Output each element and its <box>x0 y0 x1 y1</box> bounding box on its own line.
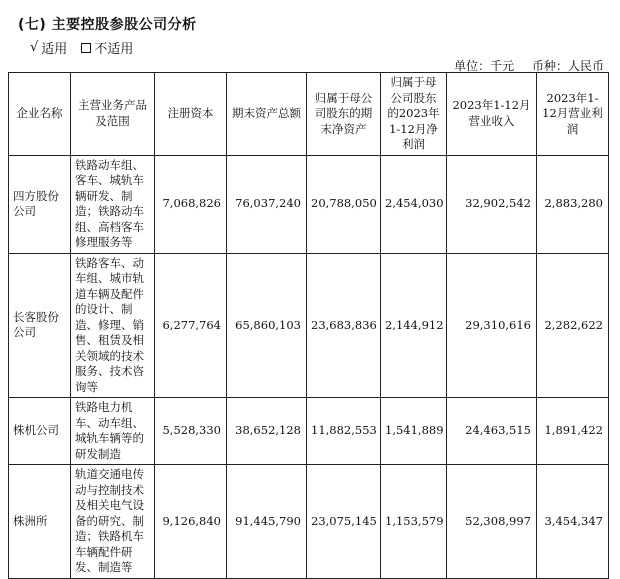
cell-net-assets: 23,683,836 <box>307 253 381 398</box>
cell-net-profit: 2,454,030 <box>381 155 447 253</box>
cell-net-assets: 20,788,050 <box>307 155 381 253</box>
cell-business-scope: 铁路客车、动车组、城市轨道车辆及配件的设计、制造、修理、销售、租赁及相关领域的技术服务、技术咨询等 <box>71 253 155 398</box>
cell-revenue: 52,308,997 <box>447 465 537 579</box>
cell-total-assets: 65,860,103 <box>227 253 307 398</box>
cell-company-name: 株洲所 <box>9 465 71 579</box>
cell-revenue: 24,463,515 <box>447 398 537 465</box>
cell-net-assets: 11,882,553 <box>307 398 381 465</box>
table-row <box>9 155 609 253</box>
currency-text: 币种：人民币 <box>531 59 604 73</box>
cell-business-scope: 铁路动车组、客车、城轨车辆研发、制造；铁路动车组、高档客车修理服务等 <box>71 155 155 253</box>
table-row <box>9 253 609 398</box>
checkbox-empty-icon <box>81 43 91 53</box>
header-net-assets: 归属于母公司股东的期末净资产 <box>307 73 381 156</box>
cell-company-name: 株机公司 <box>9 398 71 465</box>
cell-net-profit: 2,144,912 <box>381 253 447 398</box>
applicability-options <box>30 38 147 57</box>
cell-company-name: 四方股份公司 <box>9 155 71 253</box>
cell-business-scope: 轨道交通电传动与控制技术及相关电气设备的研究、制造；铁路机车车辆配件研发、制造等 <box>71 465 155 579</box>
cell-operating-profit: 2,883,280 <box>537 155 609 253</box>
section-title: (七) 主要控股参股公司分析 <box>18 17 197 33</box>
cell-total-assets: 91,445,790 <box>227 465 307 579</box>
header-company-name: 企业名称 <box>9 73 71 156</box>
header-registered-capital: 注册资本 <box>155 73 227 156</box>
header-operating-profit: 2023年1-12月营业利润 <box>537 73 609 156</box>
cell-net-profit: 1,153,579 <box>381 465 447 579</box>
cell-total-assets: 76,037,240 <box>227 155 307 253</box>
cell-registered-capital: 5,528,330 <box>155 398 227 465</box>
header-business-scope: 主营业务产品及范围 <box>71 73 155 156</box>
cell-net-assets: 23,075,145 <box>307 465 381 579</box>
applicable-label: 适用 <box>41 42 68 57</box>
cell-operating-profit: 2,282,622 <box>537 253 609 398</box>
header-total-assets: 期末资产总额 <box>227 73 307 156</box>
subsidiaries-table <box>8 72 609 579</box>
not-applicable-label: 不适用 <box>94 42 134 57</box>
table-row <box>9 465 609 579</box>
option-applicable <box>30 38 67 57</box>
cell-operating-profit: 3,454,347 <box>537 465 609 579</box>
unit-text: 单位：千元 <box>454 59 515 73</box>
cell-revenue: 29,310,616 <box>447 253 537 398</box>
table-row <box>9 398 609 465</box>
cell-total-assets: 38,652,128 <box>227 398 307 465</box>
cell-operating-profit: 1,891,422 <box>537 398 609 465</box>
check-mark-icon: √ <box>30 40 39 55</box>
cell-company-name: 长客股份公司 <box>9 253 71 398</box>
cell-business-scope: 铁路电力机车、动车组、城轨车辆等的研发制造 <box>71 398 155 465</box>
cell-registered-capital: 6,277,764 <box>155 253 227 398</box>
table-header-row <box>9 73 609 156</box>
header-revenue: 2023年1-12月营业收入 <box>447 73 537 156</box>
option-not-applicable <box>81 38 133 57</box>
header-net-profit: 归属于母公司股东的2023年1-12月净利润 <box>381 73 447 156</box>
cell-revenue: 32,902,542 <box>447 155 537 253</box>
cell-registered-capital: 9,126,840 <box>155 465 227 579</box>
cell-net-profit: 1,541,889 <box>381 398 447 465</box>
cell-registered-capital: 7,068,826 <box>155 155 227 253</box>
